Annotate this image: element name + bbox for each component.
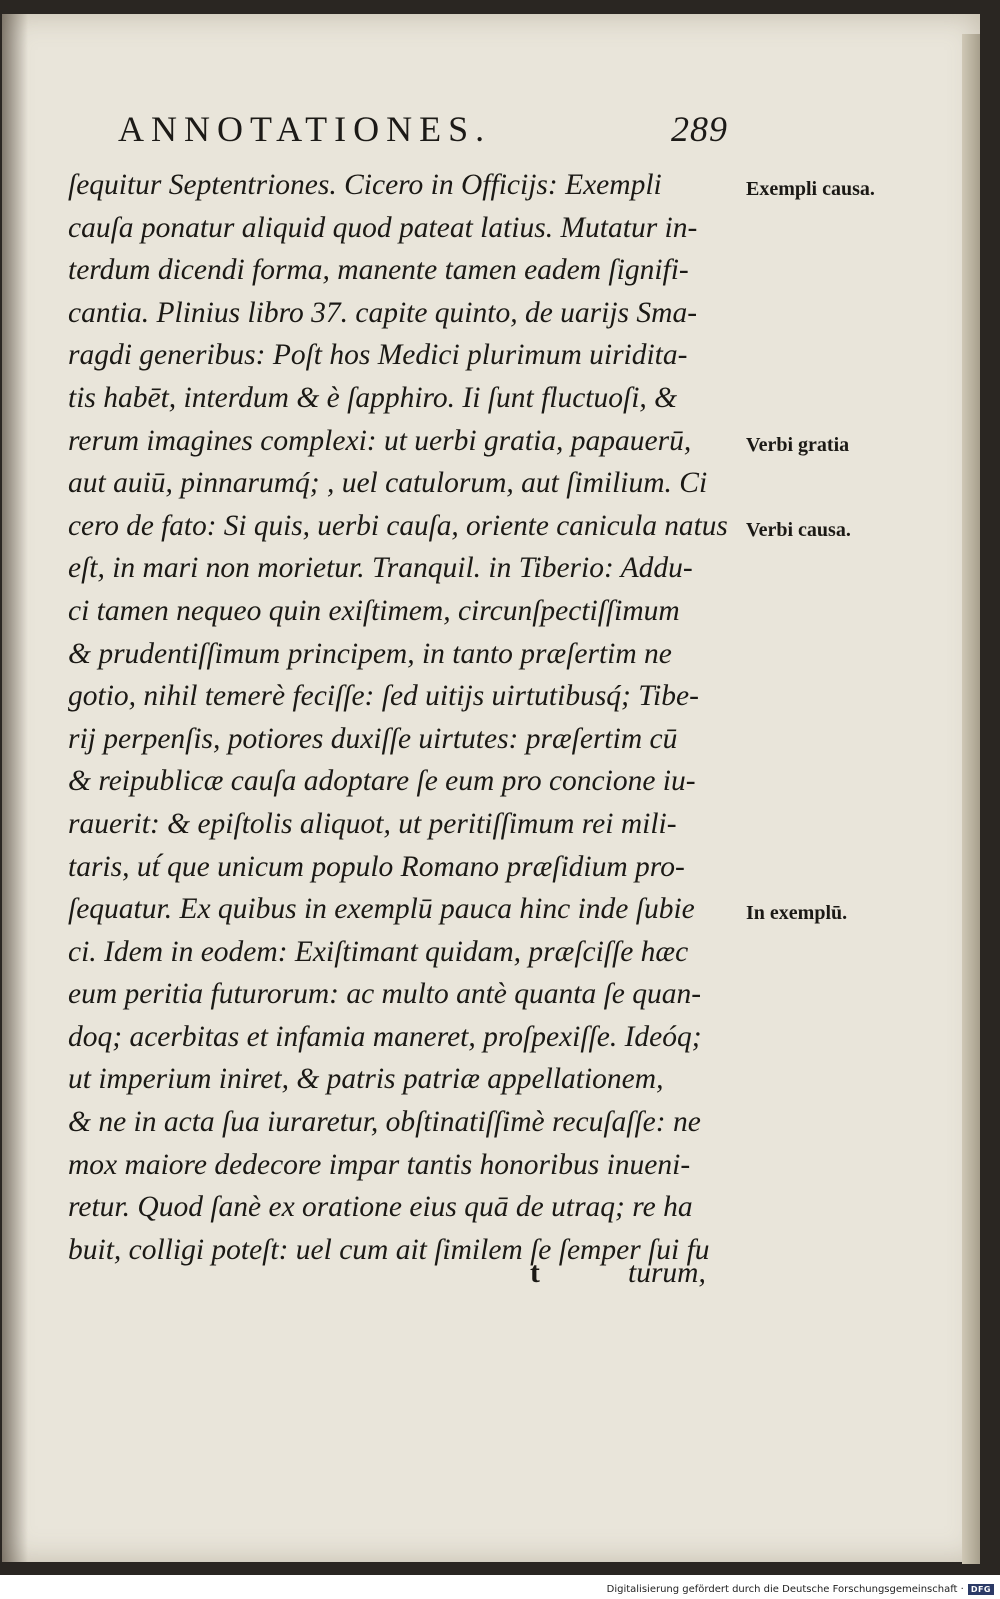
text-line: gotio, nihil temerè feciſſe: ſed uitijs uirtutibusq́; Tibe-: [68, 680, 699, 713]
margin-note: Exempli causa.: [746, 178, 875, 200]
margin-note: In exemplū.: [746, 902, 848, 924]
digitization-footer: [607, 1580, 994, 1598]
dfg-logo: DFG: [968, 1584, 994, 1595]
text-line: cero de fato: Si quis, uerbi cauſa, oriente canicula natus: [68, 509, 728, 542]
text-line: cauſa ponatur aliquid quod pateat latius. Mutatur in-: [68, 211, 698, 244]
text-line: taris, ut́ que unicum populo Romano præſidium pro-: [68, 850, 685, 883]
text-line: tis habēt, interdum & è ſapphiro. Ii ſunt fluctuoſi, &: [68, 381, 678, 414]
text-line: eſt, in mari non morietur. Tranquil. in Tiberio: Addu-: [68, 552, 693, 585]
text-line: rauerit: & epiſtolis aliquot, ut peritiſſimum rei mili-: [68, 807, 677, 840]
text-line: ſequitur Septentriones. Cicero in Officijs: Exempli: [68, 169, 662, 201]
text-line: terdum dicendi forma, manente tamen eadem ſignifi-: [68, 254, 689, 287]
text-line: ragdi generibus: Poſt hos Medici plurimum uiridita-: [68, 339, 688, 372]
signature-mark: t: [530, 1257, 540, 1289]
footer-text: Digitalisierung gefördert durch die Deutsche Forschungsgemeinschaft ·: [606, 1583, 964, 1595]
gutter-shadow: [2, 14, 28, 1562]
text-line: retur. Quod ſanè ex oratione eius quā de utraq; re ha: [68, 1191, 693, 1224]
text-line: ci. Idem in eodem: Exiſtimant quidam, præſciſſe hæc: [68, 935, 689, 968]
text-line: eum peritia futurorum: ac multo antè quanta ſe quan-: [68, 978, 702, 1011]
margin-note: Verbi causa.: [746, 519, 851, 541]
margin-note: Verbi gratia: [746, 434, 850, 456]
text-line: & ne in acta ſua iuraretur, obſtinatiſſimè recuſaſſe: ne: [68, 1106, 701, 1139]
text-line: rij perpenſis, potiores duxiſſe uirtutes: præſertim cū: [68, 722, 678, 755]
catchword: turum,: [628, 1257, 706, 1289]
page-edge: [962, 34, 980, 1564]
text-line: mox maiore dedecore impar tantis honoribus inueni-: [68, 1148, 691, 1181]
running-title: ANNOTATIONES.: [118, 109, 492, 149]
text-line: & reipublicæ cauſa adoptare ſe eum pro concione iu-: [68, 765, 696, 798]
text-line: & prudentiſſimum principem, in tanto præſertim ne: [68, 637, 672, 670]
running-header: [118, 108, 728, 152]
text-line: ſequatur. Ex quibus in exemplū pauca hinc inde ſubie: [68, 893, 695, 926]
text-line: ut imperium iniret, & patris patriæ appellationem,: [68, 1063, 664, 1096]
page-number: 289: [671, 109, 728, 149]
text-line: rerum imagines complexi: ut uerbi gratia, papauerū,: [68, 424, 692, 457]
text-line: aut auiū, pinnarumq́; , uel catulorum, aut ſimilium. Ci: [68, 467, 708, 500]
text-line: buit, colligi poteſt: uel cum ait ſimilem ſe ſemper ſui fu: [68, 1233, 710, 1266]
text-line: doq; acerbitas et infamia maneret, proſpexiſſe. Ideóq;: [68, 1020, 702, 1053]
text-line: ci tamen nequeo quin exiſtimem, circunſpectiſſimum: [68, 594, 680, 627]
text-block: [68, 164, 728, 1271]
text-line: cantia. Plinius libro 37. capite quinto, de uarijs Sma-: [68, 296, 698, 329]
